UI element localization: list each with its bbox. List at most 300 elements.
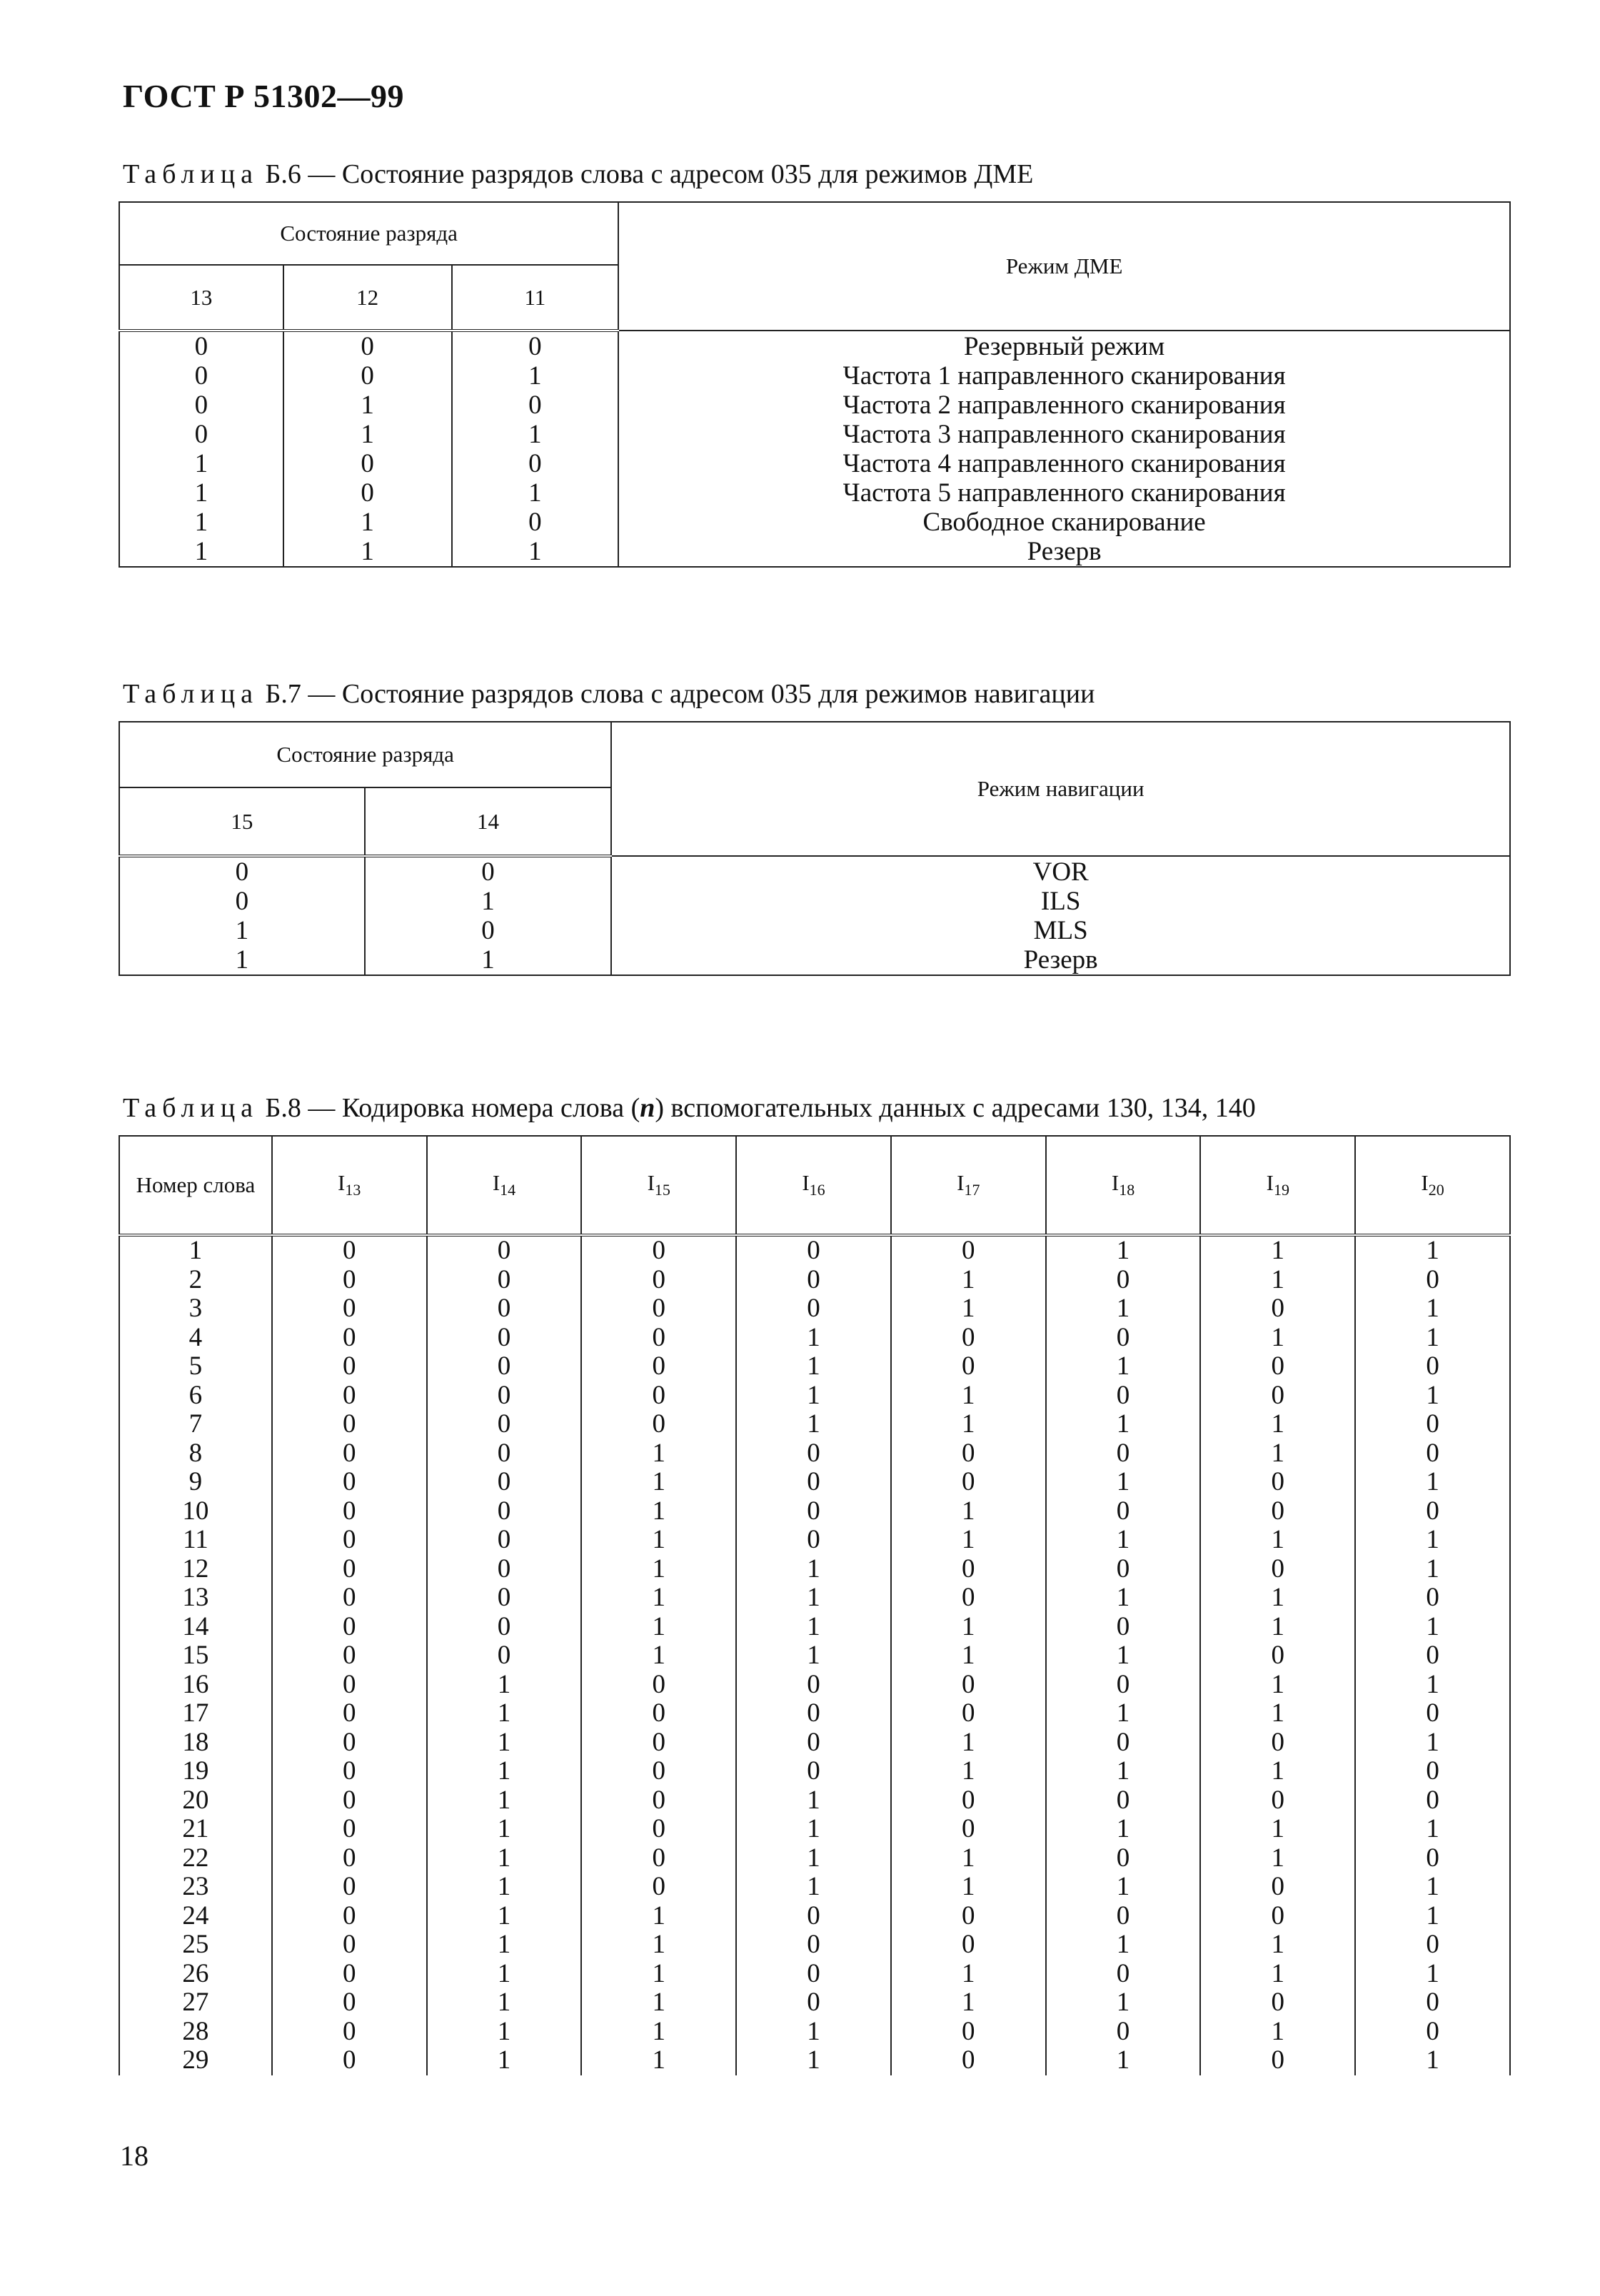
bit-cell: 0	[1355, 1497, 1510, 1526]
bit-cell: 0	[283, 361, 452, 391]
word-number-cell: 14	[119, 1613, 272, 1642]
bit-cell: 1	[891, 1960, 1046, 1989]
bit-cell: 0	[427, 1613, 582, 1642]
bit-cell: 1	[736, 1844, 891, 1873]
bit-cell: 1	[1200, 1526, 1355, 1555]
bit-cell: 0	[1046, 1960, 1201, 1989]
bit-cell: 0	[427, 1641, 582, 1671]
bit-cell: 0	[427, 1410, 582, 1439]
bit-cell: 1	[1200, 1613, 1355, 1642]
bit-cell: 0	[452, 331, 619, 361]
table-row	[119, 945, 1510, 975]
bit-cell: 1	[1046, 1930, 1201, 1960]
column-subscript: 14	[500, 1181, 516, 1199]
table7-body	[119, 856, 1510, 975]
table6-bit-header: 13	[119, 265, 283, 331]
word-number-cell: 10	[119, 1497, 272, 1526]
bit-cell: 0	[1355, 1641, 1510, 1671]
word-number-cell: 13	[119, 1583, 272, 1613]
bit-cell: 0	[427, 1439, 582, 1469]
bit-cell: 0	[736, 1699, 891, 1728]
bit-cell: 0	[119, 391, 283, 420]
bit-cell: 1	[119, 449, 283, 478]
bit-cell: 0	[272, 1497, 427, 1526]
bit-cell: 0	[272, 1930, 427, 1960]
column-letter: I	[1266, 1170, 1274, 1196]
column-subscript: 19	[1273, 1181, 1289, 1199]
bit-cell: 1	[1200, 1235, 1355, 1266]
bit-cell: 0	[272, 1641, 427, 1671]
bit-cell: 1	[581, 1902, 736, 1931]
bit-cell: 1	[1046, 1294, 1201, 1324]
column-header	[1355, 1136, 1510, 1235]
bit-cell: 0	[1355, 1439, 1510, 1469]
bit-cell: 0	[272, 2018, 427, 2047]
table-row	[119, 1468, 1510, 1497]
table-row	[119, 2046, 1510, 2075]
bit-cell: 0	[581, 1381, 736, 1411]
bit-cell: 0	[272, 1728, 427, 1758]
table-row	[119, 1352, 1510, 1381]
bit-cell: 1	[1046, 2046, 1201, 2075]
bit-cell: 0	[452, 391, 619, 420]
column-subscript: 20	[1428, 1181, 1444, 1199]
bit-cell: 1	[452, 420, 619, 449]
bit-cell: 1	[891, 1728, 1046, 1758]
bit-cell: 0	[1046, 1266, 1201, 1295]
table-row	[119, 1960, 1510, 1989]
bit-cell: 1	[119, 945, 365, 975]
bit-cell: 0	[272, 1526, 427, 1555]
bit-cell: 0	[736, 1439, 891, 1469]
bit-cell: 0	[119, 420, 283, 449]
bit-cell: 0	[1355, 1988, 1510, 2018]
bit-cell: 0	[427, 1497, 582, 1526]
bit-cell: 1	[1355, 1873, 1510, 1902]
mode-cell: MLS	[611, 916, 1510, 945]
bit-cell: 1	[581, 1497, 736, 1526]
mode-cell: Частота 4 направленного сканирования	[618, 449, 1510, 478]
document-header: ГОСТ Р 51302—99	[123, 78, 404, 114]
bit-cell: 1	[1046, 1873, 1201, 1902]
bit-cell: 1	[1046, 1235, 1201, 1266]
bit-cell: 0	[119, 856, 365, 887]
bit-cell: 0	[581, 1266, 736, 1295]
table7-group-header: Состояние разряда	[119, 722, 611, 787]
table-row	[119, 391, 1510, 420]
bit-cell: 1	[427, 2046, 582, 2075]
bit-cell: 0	[1200, 2046, 1355, 2075]
bit-cell: 1	[891, 1757, 1046, 1786]
bit-cell: 1	[736, 1786, 891, 1816]
bit-cell: 1	[365, 945, 612, 975]
bit-cell: 1	[427, 1671, 582, 1700]
bit-cell: 1	[1200, 1844, 1355, 1873]
bit-cell: 1	[736, 1613, 891, 1642]
bit-cell: 0	[272, 1873, 427, 1902]
bit-cell: 0	[581, 1671, 736, 1700]
bit-cell: 1	[427, 1757, 582, 1786]
bit-cell: 0	[1200, 1786, 1355, 1816]
word-number-cell: 17	[119, 1699, 272, 1728]
table8	[119, 1135, 1511, 2075]
word-number-cell: 29	[119, 2046, 272, 2075]
word-number-cell: 25	[119, 1930, 272, 1960]
bit-cell: 0	[581, 1410, 736, 1439]
bit-cell: 0	[581, 1235, 736, 1266]
table-row	[119, 1988, 1510, 2018]
table-row	[119, 1671, 1510, 1700]
bit-cell: 0	[427, 1352, 582, 1381]
bit-cell: 0	[272, 1960, 427, 1989]
column-header	[427, 1136, 582, 1235]
table-row	[119, 1613, 1510, 1642]
bit-cell: 0	[581, 1844, 736, 1873]
column-header	[1046, 1136, 1201, 1235]
mode-cell: Резервный режим	[618, 331, 1510, 361]
table7-caption-text: Б.7 — Состояние разрядов слова с адресом 035 для режимов навигации	[265, 679, 1095, 709]
column-subscript: 15	[654, 1181, 670, 1199]
table-row	[119, 1324, 1510, 1353]
table-row	[119, 1266, 1510, 1295]
bit-cell: 0	[891, 1583, 1046, 1613]
table-row	[119, 1555, 1510, 1584]
bit-cell: 1	[891, 1873, 1046, 1902]
bit-cell: 0	[1200, 1497, 1355, 1526]
bit-cell: 1	[891, 1526, 1046, 1555]
bit-cell: 0	[427, 1235, 582, 1266]
bit-cell: 1	[283, 391, 452, 420]
bit-cell: 0	[1355, 1757, 1510, 1786]
bit-cell: 0	[272, 1555, 427, 1584]
bit-cell: 1	[119, 508, 283, 537]
word-number-cell: 9	[119, 1468, 272, 1497]
bit-cell: 1	[1200, 1757, 1355, 1786]
bit-cell: 0	[891, 1699, 1046, 1728]
bit-cell: 0	[1355, 1844, 1510, 1873]
table7	[119, 721, 1511, 976]
bit-cell: 1	[581, 2018, 736, 2047]
bit-cell: 1	[736, 1555, 891, 1584]
bit-cell: 0	[1355, 1410, 1510, 1439]
bit-cell: 1	[452, 361, 619, 391]
bit-cell: 1	[891, 1266, 1046, 1295]
mode-cell: VOR	[611, 856, 1510, 887]
bit-cell: 1	[1046, 1757, 1201, 1786]
bit-cell: 0	[1046, 1613, 1201, 1642]
table-row	[119, 1235, 1510, 1266]
bit-cell: 1	[365, 887, 612, 916]
bit-cell: 0	[452, 508, 619, 537]
table-row	[119, 916, 1510, 945]
word-number-cell: 22	[119, 1844, 272, 1873]
bit-cell: 0	[736, 1266, 891, 1295]
bit-cell: 0	[1046, 1324, 1201, 1353]
bit-cell: 1	[581, 1988, 736, 2018]
column-subscript: 13	[345, 1181, 361, 1199]
word-number-cell: 21	[119, 1815, 272, 1844]
column-subscript: 17	[964, 1181, 980, 1199]
bit-cell: 1	[427, 1815, 582, 1844]
bit-cell: 0	[1046, 2018, 1201, 2047]
bit-cell: 1	[736, 1352, 891, 1381]
bit-cell: 0	[1200, 1728, 1355, 1758]
bit-cell: 1	[891, 1988, 1046, 2018]
bit-cell: 1	[1355, 1324, 1510, 1353]
bit-cell: 1	[581, 1583, 736, 1613]
table-row	[119, 1902, 1510, 1931]
bit-cell: 0	[1046, 1497, 1201, 1526]
bit-cell: 0	[119, 331, 283, 361]
table-row	[119, 537, 1510, 567]
word-number-cell: 15	[119, 1641, 272, 1671]
word-number-cell: 16	[119, 1671, 272, 1700]
bit-cell: 0	[427, 1526, 582, 1555]
bit-cell: 0	[581, 1786, 736, 1816]
bit-cell: 0	[1355, 1583, 1510, 1613]
bit-cell: 1	[1355, 1902, 1510, 1931]
bit-cell: 1	[452, 537, 619, 567]
column-header	[736, 1136, 891, 1235]
table-row	[119, 1786, 1510, 1816]
bit-cell: 0	[1046, 1381, 1201, 1411]
word-number-cell: 7	[119, 1410, 272, 1439]
mode-cell: Резерв	[611, 945, 1510, 975]
column-header	[1200, 1136, 1355, 1235]
bit-cell: 1	[891, 1410, 1046, 1439]
column-header	[272, 1136, 427, 1235]
bit-cell: 0	[736, 1960, 891, 1989]
bit-cell: 1	[1355, 1526, 1510, 1555]
bit-cell: 0	[272, 1699, 427, 1728]
bit-cell: 0	[1355, 1786, 1510, 1816]
bit-cell: 1	[283, 420, 452, 449]
word-number-cell: 8	[119, 1439, 272, 1469]
bit-cell: 0	[1355, 2018, 1510, 2047]
bit-cell: 0	[891, 1902, 1046, 1931]
bit-cell: 0	[581, 1728, 736, 1758]
table-row	[119, 887, 1510, 916]
table-row	[119, 449, 1510, 478]
bit-cell: 0	[736, 1728, 891, 1758]
bit-cell: 1	[1355, 1613, 1510, 1642]
word-number-cell: 27	[119, 1988, 272, 2018]
column-letter: I	[492, 1170, 500, 1196]
mode-cell: Резерв	[618, 537, 1510, 567]
bit-cell: 0	[1200, 1294, 1355, 1324]
column-header	[891, 1136, 1046, 1235]
bit-cell: 0	[581, 1699, 736, 1728]
bit-cell: 0	[891, 1439, 1046, 1469]
bit-cell: 0	[581, 1873, 736, 1902]
bit-cell: 0	[891, 2046, 1046, 2075]
bit-cell: 1	[427, 1699, 582, 1728]
table6-group-header: Состояние разряда	[119, 202, 618, 265]
bit-cell: 0	[272, 1671, 427, 1700]
bit-cell: 0	[1046, 1439, 1201, 1469]
table7-bit-header: 14	[365, 787, 612, 856]
word-number-cell: 2	[119, 1266, 272, 1295]
bit-cell: 0	[272, 1844, 427, 1873]
bit-cell: 0	[272, 1815, 427, 1844]
bit-cell: 1	[1200, 1671, 1355, 1700]
bit-cell: 0	[1200, 1988, 1355, 2018]
bit-cell: 1	[1355, 1381, 1510, 1411]
bit-cell: 1	[1355, 1235, 1510, 1266]
bit-cell: 0	[736, 1526, 891, 1555]
bit-cell: 0	[1200, 1468, 1355, 1497]
bit-cell: 1	[283, 508, 452, 537]
table7-bit-header: 15	[119, 787, 365, 856]
column-header	[581, 1136, 736, 1235]
bit-cell: 1	[891, 1641, 1046, 1671]
table-row	[119, 1873, 1510, 1902]
table6-bit-header: 12	[283, 265, 452, 331]
bit-cell: 1	[1200, 2018, 1355, 2047]
word-number-cell: 24	[119, 1902, 272, 1931]
column-letter: I	[802, 1170, 810, 1196]
bit-cell: 0	[1200, 1352, 1355, 1381]
bit-cell: 1	[427, 1988, 582, 2018]
bit-cell: 0	[272, 1786, 427, 1816]
bit-cell: 1	[1046, 1526, 1201, 1555]
bit-cell: 0	[581, 1294, 736, 1324]
table-row	[119, 1583, 1510, 1613]
word-number-cell: 20	[119, 1786, 272, 1816]
mode-cell: Частота 1 направленного сканирования	[618, 361, 1510, 391]
bit-cell: 0	[365, 916, 612, 945]
bit-cell: 1	[427, 1902, 582, 1931]
mode-cell: Частота 3 направленного сканирования	[618, 420, 1510, 449]
table6-mode-header: Режим ДМЕ	[618, 202, 1510, 331]
bit-cell: 1	[581, 1468, 736, 1497]
column-letter: I	[957, 1170, 965, 1196]
column-letter: I	[338, 1170, 346, 1196]
table-row	[119, 1699, 1510, 1728]
bit-cell: 1	[581, 1930, 736, 1960]
bit-cell: 0	[119, 887, 365, 916]
bit-cell: 0	[736, 1235, 891, 1266]
bit-cell: 1	[119, 916, 365, 945]
bit-cell: 0	[272, 1468, 427, 1497]
bit-cell: 0	[736, 1294, 891, 1324]
column-letter: I	[1421, 1170, 1429, 1196]
bit-cell: 1	[581, 1526, 736, 1555]
bit-cell: 1	[1200, 1960, 1355, 1989]
bit-cell: 1	[1200, 1815, 1355, 1844]
bit-cell: 0	[1046, 1728, 1201, 1758]
bit-cell: 1	[119, 478, 283, 508]
bit-cell: 0	[581, 1757, 736, 1786]
bit-cell: 0	[272, 1613, 427, 1642]
table-row	[119, 1728, 1510, 1758]
bit-cell: 0	[891, 1235, 1046, 1266]
column-letter: I	[1111, 1170, 1120, 1196]
word-number-cell: 11	[119, 1526, 272, 1555]
bit-cell: 1	[891, 1613, 1046, 1642]
bit-cell: 0	[272, 1439, 427, 1469]
bit-cell: 1	[736, 1324, 891, 1353]
table6-body	[119, 331, 1510, 567]
table6-caption-text: Б.6 — Состояние разрядов слова с адресом 035 для режимов ДМЕ	[265, 159, 1034, 189]
table7-caption-label: Таблица	[123, 679, 259, 709]
bit-cell: 0	[736, 1757, 891, 1786]
bit-cell: 0	[1355, 1930, 1510, 1960]
table6-caption	[123, 158, 1033, 190]
bit-cell: 1	[581, 1439, 736, 1469]
bit-cell: 1	[427, 1960, 582, 1989]
table-row	[119, 508, 1510, 537]
column-subscript: 18	[1119, 1181, 1135, 1199]
column-subscript: 16	[809, 1181, 825, 1199]
bit-cell: 0	[1046, 1555, 1201, 1584]
bit-cell: 0	[427, 1266, 582, 1295]
word-number-cell: 12	[119, 1555, 272, 1584]
bit-cell: 1	[1355, 1960, 1510, 1989]
bit-cell: 1	[891, 1294, 1046, 1324]
bit-cell: 0	[1200, 1641, 1355, 1671]
table-row	[119, 331, 1510, 361]
bit-cell: 0	[891, 1352, 1046, 1381]
bit-cell: 1	[1046, 1583, 1201, 1613]
table-row	[119, 1930, 1510, 1960]
bit-cell: 1	[427, 1873, 582, 1902]
table-row	[119, 361, 1510, 391]
bit-cell: 0	[427, 1468, 582, 1497]
bit-cell: 1	[581, 1960, 736, 1989]
bit-cell: 0	[119, 361, 283, 391]
bit-cell: 1	[1200, 1410, 1355, 1439]
bit-cell: 0	[427, 1381, 582, 1411]
bit-cell: 0	[736, 1671, 891, 1700]
table8-caption-text-before: Б.8 — Кодировка номера слова (	[265, 1093, 640, 1123]
table-row	[119, 1381, 1510, 1411]
table8-first-header: Номер слова	[119, 1136, 272, 1235]
bit-cell: 0	[427, 1294, 582, 1324]
table8-caption	[123, 1092, 1256, 1124]
word-number-cell: 19	[119, 1757, 272, 1786]
table-row	[119, 1294, 1510, 1324]
bit-cell: 1	[283, 537, 452, 567]
table-row	[119, 1410, 1510, 1439]
table-row	[119, 1815, 1510, 1844]
mode-cell: ILS	[611, 887, 1510, 916]
bit-cell: 0	[736, 1902, 891, 1931]
bit-cell: 0	[283, 449, 452, 478]
bit-cell: 1	[427, 1786, 582, 1816]
bit-cell: 1	[736, 1641, 891, 1671]
bit-cell: 1	[1355, 1671, 1510, 1700]
mode-cell: Частота 2 направленного сканирования	[618, 391, 1510, 420]
bit-cell: 0	[736, 1497, 891, 1526]
bit-cell: 1	[581, 1641, 736, 1671]
bit-cell: 0	[581, 1352, 736, 1381]
bit-cell: 0	[272, 1294, 427, 1324]
bit-cell: 0	[891, 1468, 1046, 1497]
word-number-cell: 23	[119, 1873, 272, 1902]
bit-cell: 0	[272, 1757, 427, 1786]
bit-cell: 1	[891, 1844, 1046, 1873]
bit-cell: 0	[1200, 1873, 1355, 1902]
bit-cell: 1	[736, 1873, 891, 1902]
table-row	[119, 856, 1510, 887]
bit-cell: 1	[1046, 1988, 1201, 2018]
bit-cell: 0	[1046, 1786, 1201, 1816]
table8-body	[119, 1235, 1510, 2075]
bit-cell: 1	[1046, 1699, 1201, 1728]
bit-cell: 0	[1200, 1381, 1355, 1411]
bit-cell: 1	[891, 1497, 1046, 1526]
